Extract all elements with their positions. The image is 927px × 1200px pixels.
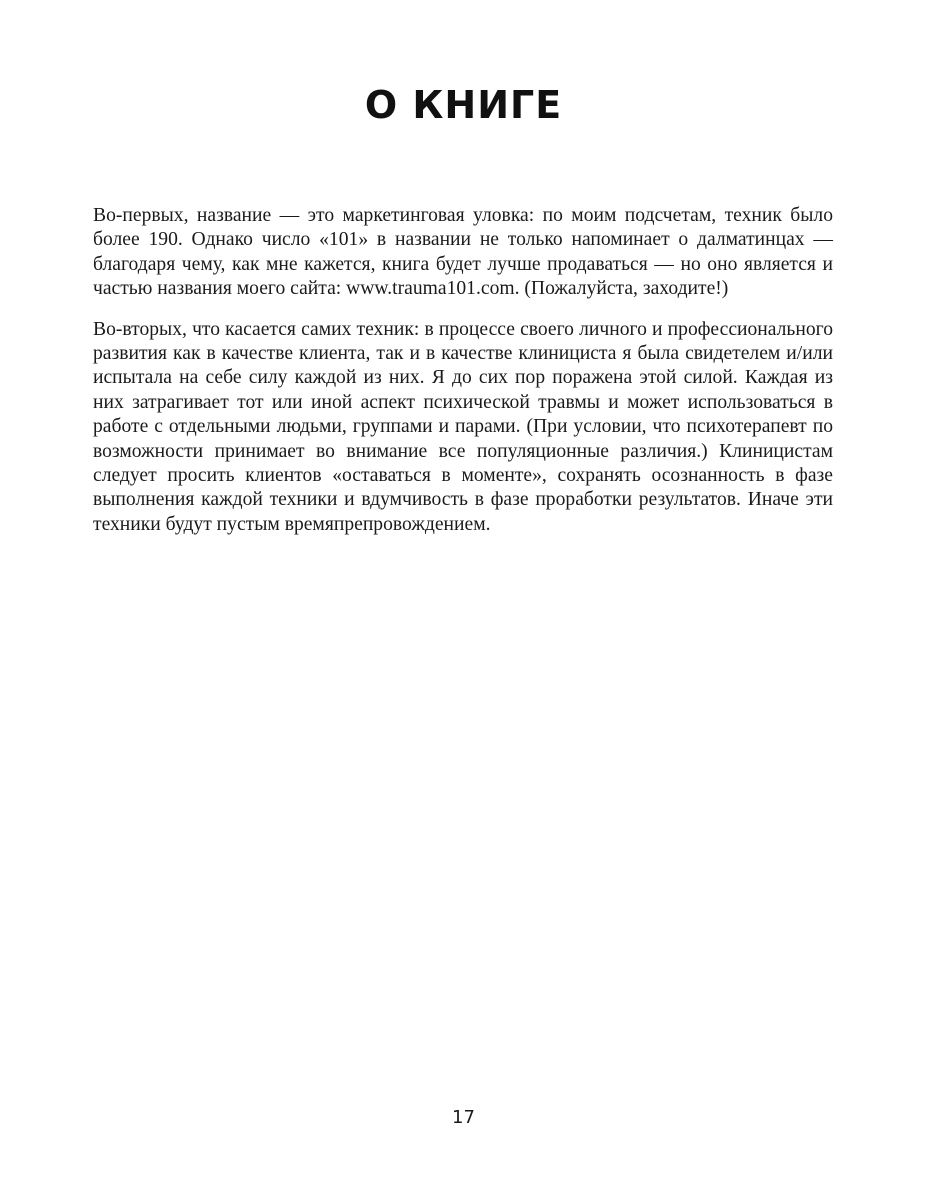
chapter-title: О КНИГЕ <box>364 83 563 127</box>
page-number: 17 <box>452 1107 475 1128</box>
paragraph-1: Во-первых, название — это маркетинговая уловка: по моим подсчетам, техник было более 190. Однако число «101» в названии не только напоминает о далматинцах — благодаря чему, как мне кажется, книга будет лучше продаваться — но оно является и частью названия моего сайта: www.trauma101.com. (Пожалуйста, заходите!) <box>93 205 833 300</box>
paragraph-2: Во-вторых, что касается самих техник: в процессе своего личного и профессионального развития как в качестве клиента, так и в качестве клинициста я была свидетелем и/или испытала на себе силу каждой из них. Я до сих пор поражена этой силой. Каждая из них затрагивает тот или иной аспект психической травмы и может использоваться в работе с отдельными людьми, группами и парами. (При условии, что психотерапевт по возможности принимает во внимание все популяционные различия.) Клиницистам следует просить клиентов «оставаться в моменте», сохранять осознанность в фазе выполнения каждой техники и вдумчивость в фазе проработки результатов. Иначе эти техники будут пустым времяпрепровождением. <box>93 318 833 535</box>
body-text <box>93 204 833 553</box>
